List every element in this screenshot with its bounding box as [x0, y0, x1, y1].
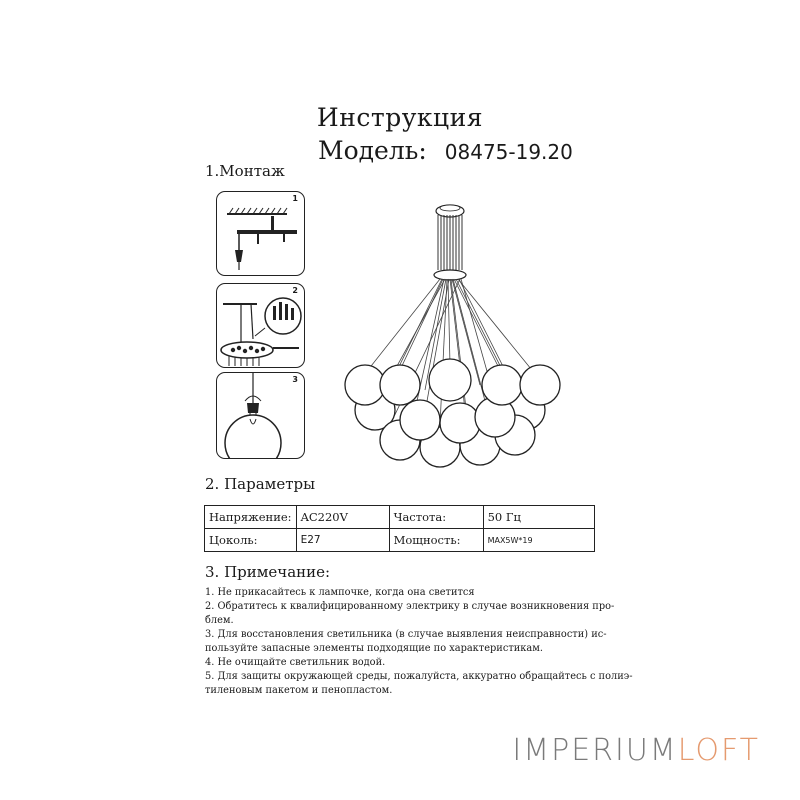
frequency-value: 50 Гц [483, 506, 594, 529]
step-3-illustration [217, 373, 304, 458]
step-1-illustration [217, 192, 304, 275]
power-label: Мощность: [389, 529, 483, 552]
socket-value: E27 [296, 529, 389, 552]
mount-step-1 [216, 191, 305, 276]
step-number: 3 [292, 375, 298, 384]
brand-logo [512, 733, 760, 768]
voltage-label: Напряжение: [205, 506, 297, 529]
notes-list [205, 586, 633, 698]
power-value: MAX5W*19 [483, 529, 594, 552]
note-line: 2. Обратитесь к квалифицированному электрику в случае возникновения про- [205, 601, 615, 612]
note-line: пользуйте запасные элементы подходящие по характеристикам. [205, 643, 543, 654]
step-2-illustration [217, 284, 304, 367]
model-value: 08475-19.20 [444, 140, 573, 164]
section-params-heading: 2. Параметры [205, 475, 316, 493]
brand-name-part2: LOFT [677, 733, 760, 768]
model-label: Модель: [318, 136, 427, 165]
note-line: 1. Не прикасайтесь к лампочке, когда она светится [205, 587, 475, 598]
section-mount-heading: 1.Монтаж [205, 162, 285, 180]
chandelier-illustration [330, 195, 590, 475]
table-row [205, 506, 595, 529]
mount-step-2 [216, 283, 305, 368]
step-number: 2 [292, 286, 298, 295]
note-line: тиленовым пакетом и пенопластом. [205, 685, 393, 696]
model-line [318, 136, 573, 165]
brand-name-part1: IMPERIUM [512, 733, 678, 768]
table-row [205, 529, 595, 552]
frequency-label: Частота: [389, 506, 483, 529]
section-notes-heading: 3. Примечание: [205, 563, 331, 581]
mount-step-3 [216, 372, 305, 459]
note-line: блем. [205, 615, 234, 626]
note-line: 5. Для защиты окружающей среды, пожалуйста, аккуратно обращайтесь с полиэ- [205, 671, 633, 682]
note-line: 4. Не очищайте светильник водой. [205, 657, 386, 668]
voltage-value: AC220V [296, 506, 389, 529]
params-table [204, 505, 595, 552]
socket-label: Цоколь: [205, 529, 297, 552]
note-line: 3. Для восстановления светильника (в случае выявления неисправности) ис- [205, 629, 607, 640]
step-number: 1 [292, 194, 298, 203]
document-title: Инструкция [316, 103, 484, 132]
